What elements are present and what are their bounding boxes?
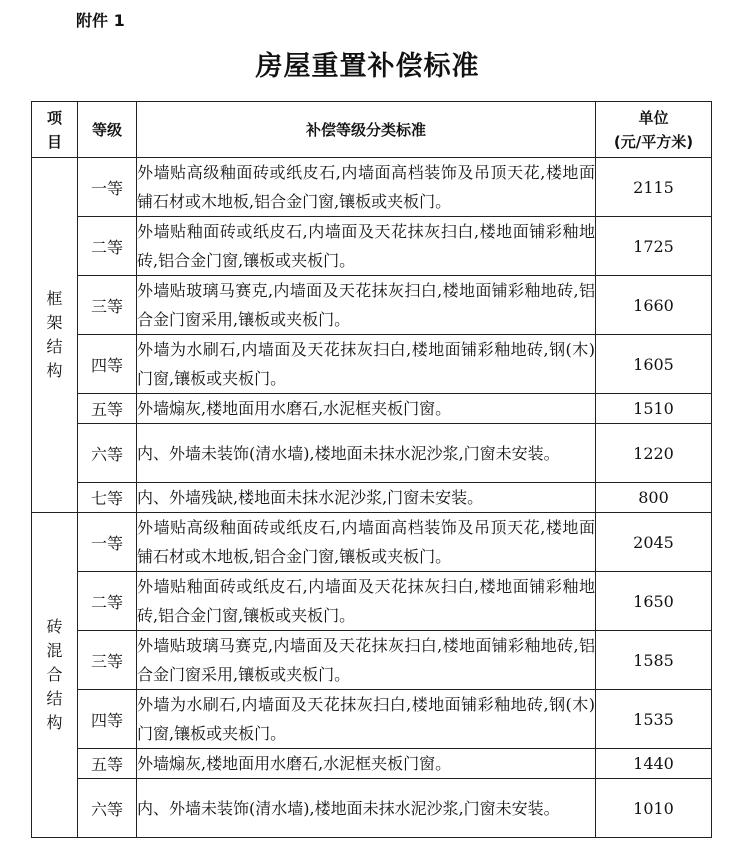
- description-cell: 外墙煽灰,楼地面用水磨石,水泥框夹板门窗。: [137, 749, 596, 779]
- grade-cell: 五等: [78, 394, 137, 424]
- table-row: [32, 394, 712, 424]
- price-cell: 1650: [596, 572, 712, 631]
- price-cell: 1510: [596, 394, 712, 424]
- description-cell: 内、外墙未装饰(清水墙),楼地面未抹水泥沙浆,门窗未安装。: [137, 424, 596, 483]
- grade-cell: 二等: [78, 572, 137, 631]
- table-row: [32, 572, 712, 631]
- table-row: [32, 779, 712, 838]
- description-cell: 内、外墙残缺,楼地面未抹水泥沙浆,门窗未安装。: [137, 483, 596, 513]
- table-row: [32, 217, 712, 276]
- grade-cell: 六等: [78, 779, 137, 838]
- grade-cell: 三等: [78, 276, 137, 335]
- price-cell: 1010: [596, 779, 712, 838]
- description-cell: 外墙贴高级釉面砖或纸皮石,内墙面高档装饰及吊顶天花,楼地面铺石材或木地板,铝合金门窗,镶板或夹板门。: [137, 158, 596, 217]
- grade-cell: 三等: [78, 631, 137, 690]
- table-row: [32, 335, 712, 394]
- table-row: [32, 690, 712, 749]
- grade-cell: 四等: [78, 335, 137, 394]
- grade-cell: 六等: [78, 424, 137, 483]
- price-cell: 1725: [596, 217, 712, 276]
- table-row: [32, 276, 712, 335]
- price-cell: 1535: [596, 690, 712, 749]
- table-row: [32, 424, 712, 483]
- description-cell: 外墙贴釉面砖或纸皮石,内墙面及天花抹灰扫白,楼地面铺彩釉地砖,铝合金门窗,镶板或夹板门。: [137, 217, 596, 276]
- header-row: [32, 102, 712, 158]
- table-row: [32, 749, 712, 779]
- price-cell: 2045: [596, 513, 712, 572]
- table-row: [32, 158, 712, 217]
- grade-cell: 七等: [78, 483, 137, 513]
- description-cell: 外墙煽灰,楼地面用水磨石,水泥框夹板门窗。: [137, 394, 596, 424]
- grade-cell: 一等: [78, 158, 137, 217]
- group-brick-structure: 砖混合结构: [32, 513, 78, 838]
- header-description: 补偿等级分类标准: [137, 102, 596, 158]
- description-cell: 外墙为水刷石,内墙面及天花抹灰扫白,楼地面铺彩釉地砖,钢(木)门窗,镶板或夹板门。: [137, 335, 596, 394]
- grade-cell: 四等: [78, 690, 137, 749]
- price-cell: 1605: [596, 335, 712, 394]
- price-cell: 1585: [596, 631, 712, 690]
- page-title: 房屋重置补偿标准: [255, 51, 480, 82]
- table-body: [32, 102, 712, 838]
- header-unit: [596, 102, 712, 158]
- grade-cell: 一等: [78, 513, 137, 572]
- price-cell: 1220: [596, 424, 712, 483]
- price-cell: 1660: [596, 276, 712, 335]
- header-unit-line2: (元/平方米): [613, 132, 694, 151]
- description-cell: 外墙贴釉面砖或纸皮石,内墙面及天花抹灰扫白,楼地面铺彩釉地砖,铝合金门窗,镶板或夹板门。: [137, 572, 596, 631]
- header-unit-line1: 单位: [638, 108, 669, 127]
- description-cell: 外墙贴玻璃马赛克,内墙面及天花抹灰扫白,楼地面铺彩釉地砖,铝合金门窗采用,镶板或夹板门。: [137, 631, 596, 690]
- description-cell: 外墙为水刷石,内墙面及天花抹灰扫白,楼地面铺彩釉地砖,钢(木)门窗,镶板或夹板门。: [137, 690, 596, 749]
- description-cell: 外墙贴玻璃马赛克,内墙面及天花抹灰扫白,楼地面铺彩釉地砖,铝合金门窗采用,镶板或夹板门。: [137, 276, 596, 335]
- price-cell: 2115: [596, 158, 712, 217]
- header-grade: 等级: [78, 102, 137, 158]
- table-row: [32, 513, 712, 572]
- table-row: [32, 483, 712, 513]
- header-item: 项目: [32, 102, 78, 158]
- price-cell: 800: [596, 483, 712, 513]
- attachment-label: 附件 1: [76, 11, 125, 30]
- description-cell: 外墙贴高级釉面砖或纸皮石,内墙面高档装饰及吊顶天花,楼地面铺石材或木地板,铝合金门窗,镶板或夹板门。: [137, 513, 596, 572]
- price-cell: 1440: [596, 749, 712, 779]
- compensation-standard-table: [31, 101, 712, 838]
- table-row: [32, 631, 712, 690]
- group-frame-structure: 框架结构: [32, 158, 78, 513]
- grade-cell: 五等: [78, 749, 137, 779]
- description-cell: 内、外墙未装饰(清水墙),楼地面未抹水泥沙浆,门窗未安装。: [137, 779, 596, 838]
- grade-cell: 二等: [78, 217, 137, 276]
